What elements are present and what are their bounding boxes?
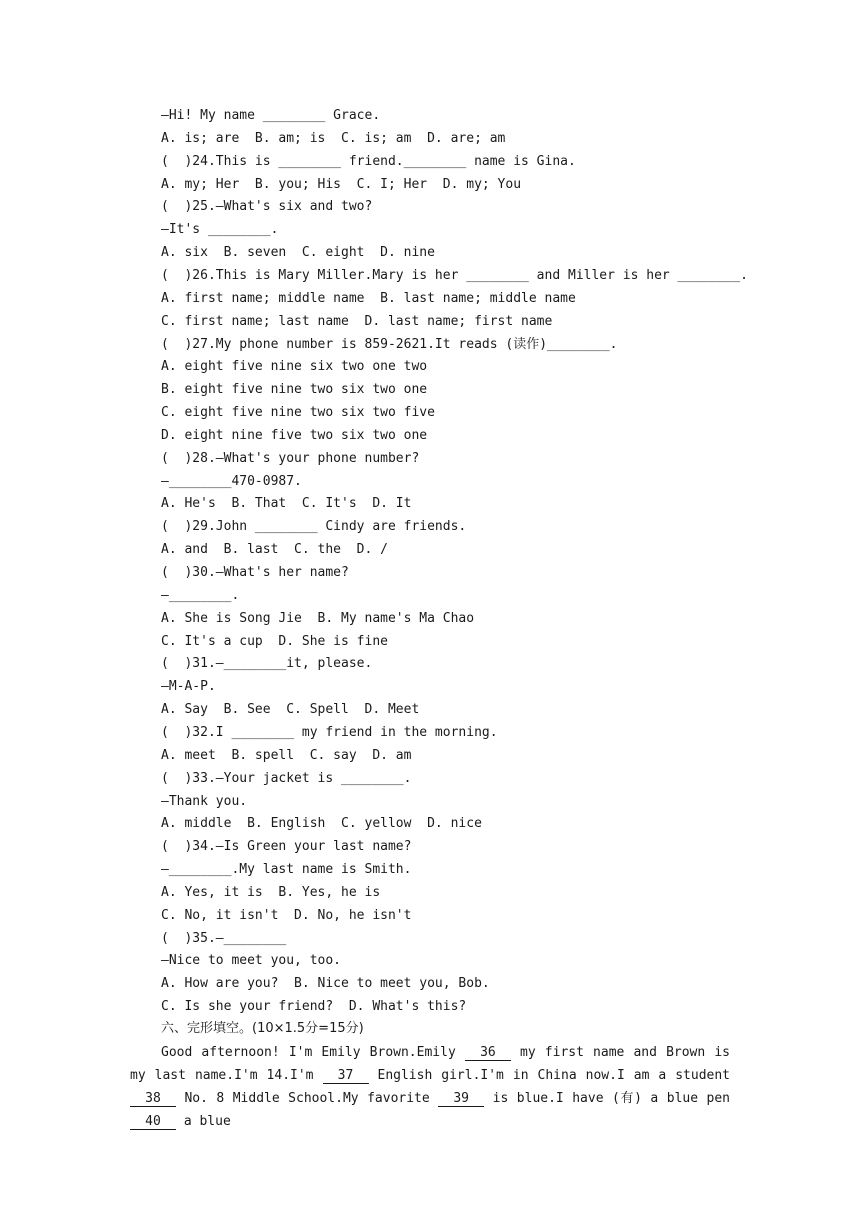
question-line: C. first name; last name D. last name; first name [161,313,553,329]
question-line: ( )25.—What's six and two? [161,199,373,215]
question-line: —It's ________. [161,222,279,238]
blank-38: 38 [130,1092,176,1107]
question-line: —________.My last name is Smith. [161,862,412,878]
blank-40: 40 [130,1115,176,1130]
question-line: ( )28.—What's your phone number? [161,450,420,466]
question-line: A. Yes, it is B. Yes, he is [161,884,381,900]
question-line: ( )29.John ________ Cindy are friends. [161,519,467,535]
question-line: —Thank you. [161,793,248,809]
question-line: A. meet B. spell C. say D. am [161,747,412,763]
question-line: ( )34.—Is Green your last name? [161,839,412,855]
question-line: ( )24.This is ________ friend.________ name is Gina. [161,153,576,169]
question-line: C. eight five nine two six two five [161,405,435,421]
passage-text: is blue.I have (有) a blue pen [484,1091,731,1106]
question-line: ( )27.My phone number is 859-2621.It reads (读作)________. [161,336,618,352]
question-line: —________470-0987. [161,473,302,489]
passage-text: Good afternoon! I'm Emily Brown.Emily [161,1045,465,1060]
question-line: A. Say B. See C. Spell D. Meet [161,702,420,718]
question-line: A. She is Song Jie B. My name's Ma Chao [161,610,475,626]
question-line: A. six B. seven C. eight D. nine [161,245,435,261]
question-line: A. my; Her B. you; His C. I; Her D. my; You [161,176,522,192]
question-line: ( )35.—________ [161,930,287,946]
question-line: A. first name; middle name B. last name; middle name [161,290,576,306]
question-line: ( )32.I ________ my friend in the morning. [161,724,498,740]
question-line: A. is; are B. am; is C. is; am D. are; am [161,130,506,146]
question-line: —________. [161,587,240,603]
question-line: ( )31.—________it, please. [161,656,373,672]
question-line: ( )26.This is Mary Miller.Mary is her ________ and Miller is her ________. [161,267,748,283]
question-line: —Hi! My name ________ Grace. [161,108,381,123]
question-line: ( )33.—Your jacket is ________. [161,770,412,786]
section-heading: 六、完形填空。(10×1.5分=15分) [161,1021,364,1036]
question-line: —M-A-P. [161,679,216,695]
blank-37: 37 [323,1069,369,1084]
passage-text: English girl.I'm in China now.I am a student [368,1068,731,1083]
question-line: ( )30.—What's her name? [161,565,349,580]
question-line: A. He's B. That C. It's D. It [161,496,412,512]
question-line: B. eight five nine two six two one [161,382,428,398]
question-line: A. eight five nine six two one two [161,359,428,375]
cloze-passage [130,1041,730,1133]
passage-text: a blue [176,1114,231,1129]
passage-text: my first name and Brown is my last name.I'm 14.I'm [130,1045,730,1083]
question-line: A. How are you? B. Nice to meet you, Bob. [161,976,490,992]
blank-36: 36 [465,1046,511,1061]
passage-text: No. 8 Middle School.My favorite [176,1091,439,1106]
question-line: D. eight nine five two six two one [161,427,428,443]
question-line: —Nice to meet you, too. [161,953,342,969]
blank-39: 39 [438,1092,484,1107]
question-line: A. middle B. English C. yellow D. nice [161,816,482,832]
question-line: C. No, it isn't D. No, he isn't [161,907,412,923]
question-line: A. and B. last C. the D. / [161,542,388,558]
question-line: C. It's a cup D. She is fine [161,633,388,649]
question-line: C. Is she your friend? D. What's this? [161,999,467,1015]
